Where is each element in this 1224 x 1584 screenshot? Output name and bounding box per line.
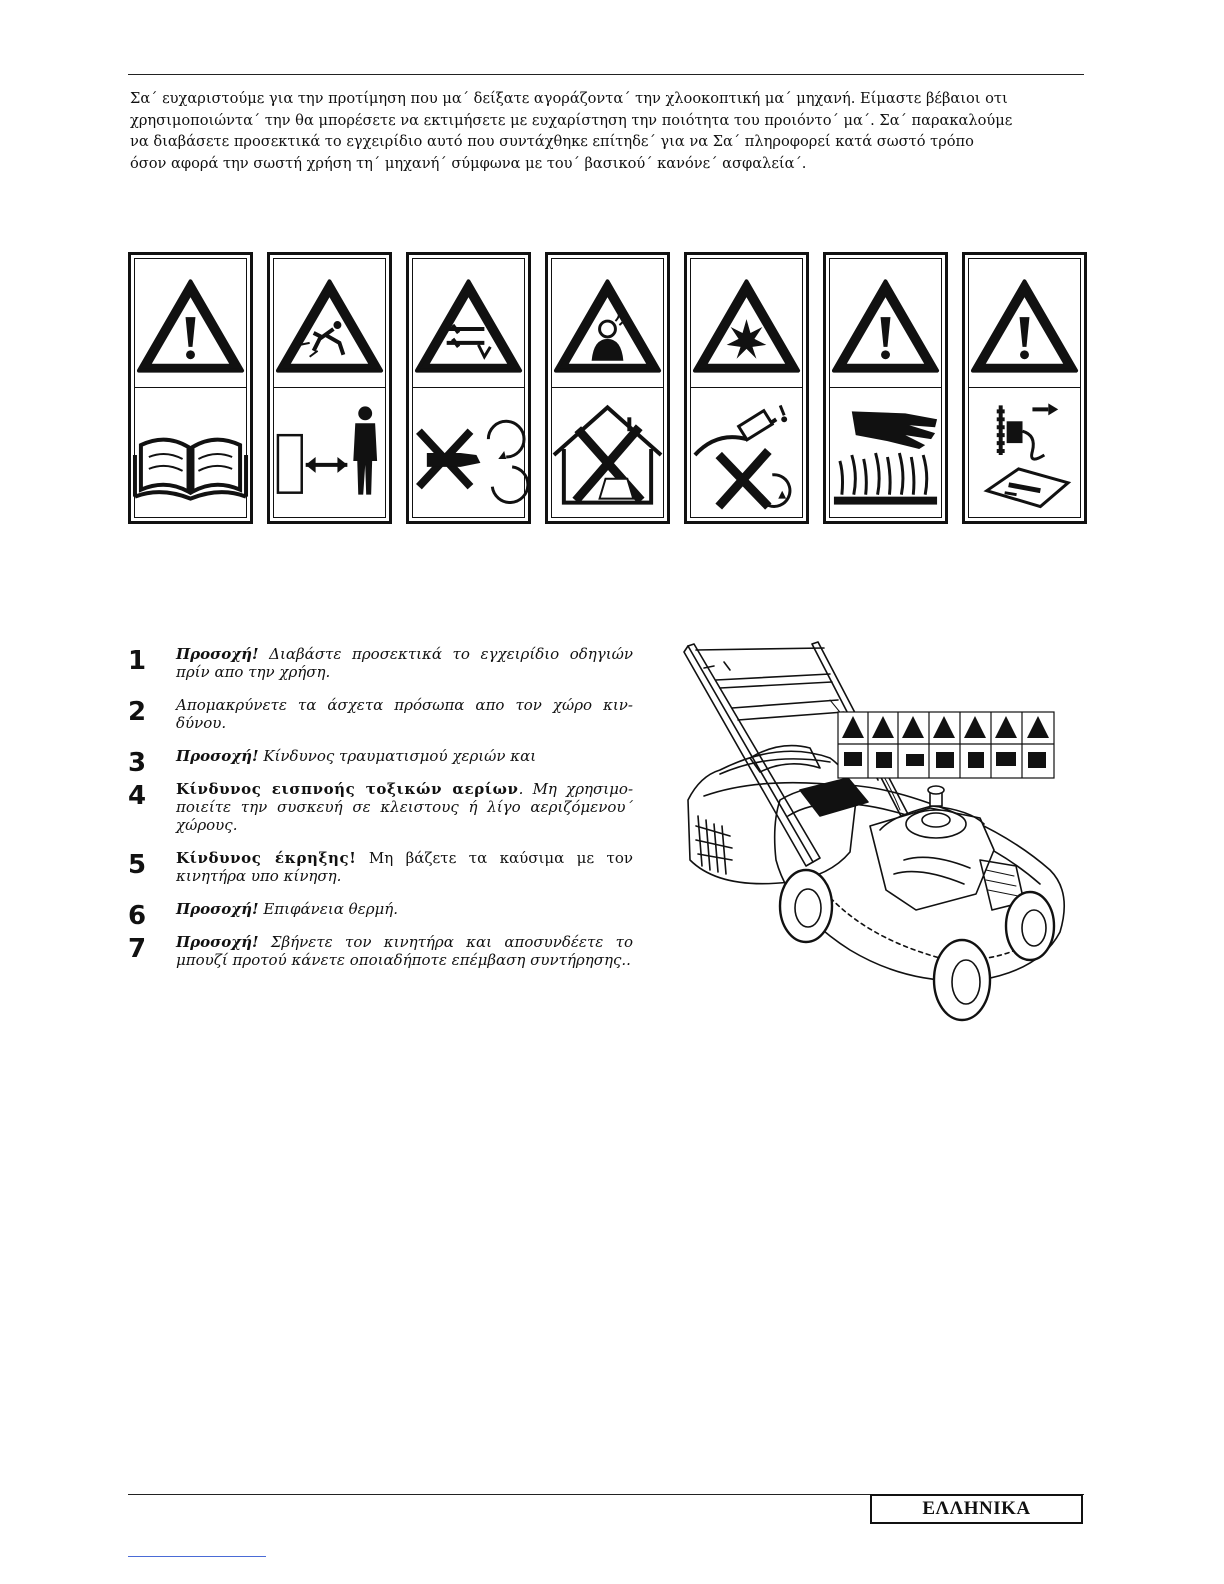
book-icon [131,395,250,515]
sign-divider [413,387,524,388]
spark-plug-icon [965,395,1084,515]
item-number: 2 [128,697,147,727]
sign-divider [135,387,246,388]
hand-blade-icon [409,395,528,515]
intro-paragraph [130,88,1085,174]
safety-signs-strip [128,252,1088,524]
item-text: Απομακρύνετε τα άσχετα πρόσωπα απο τον χώρο κιν-δύνου. [176,696,633,732]
sign-explosion [684,252,809,524]
item-text: Κίνδυνος τραυματισμού χεριών και [258,747,537,765]
item-number: 1 [128,646,147,676]
item-emphasis: Προσοχή! [176,645,259,663]
sign-read-manual [128,252,253,524]
sign-divider [830,387,941,388]
item-text: κινητήρα υπο κίνηση. [176,867,342,885]
blade-triangle-icon [409,273,528,383]
list-item [128,696,633,732]
item-number: 4 [128,781,147,811]
item-number: 6 [128,901,147,931]
item-number: 5 [128,850,147,880]
fuel-cross-icon [687,395,806,515]
sign-disconnect-spark-plug [962,252,1087,524]
item-text-upright: Μη βάζετε τα καύσιμα με τον [356,849,633,867]
list-item [128,933,633,969]
list-item [128,849,633,885]
item-emphasis: Προσοχή! [176,747,259,765]
item-emphasis: Κίνδυνος εισπνοής τοξικών αερίων [176,780,519,798]
list-item [128,645,633,681]
item-emphasis: Προσοχή! [176,933,259,951]
language-label: ΕΛΛΗΝΙΚΑ [870,1494,1083,1524]
sign-hand-injury [406,252,531,524]
warning-triangle-icon [131,273,250,383]
sign-hot-surface [823,252,948,524]
list-item [128,900,633,931]
sign-divider [274,387,385,388]
item-number: 3 [128,748,147,778]
item-emphasis: Κίνδυνος έκρηξης! [176,849,357,867]
sign-divider [552,387,663,388]
list-item [128,747,633,778]
house-cross-icon [548,395,667,515]
list-item [128,780,633,834]
person-distance-icon [270,395,389,515]
warning-triangle-icon [826,273,945,383]
intro-line: όσον αφορά την σωστή χρήση τη΄ μηχανή΄ σύμφωνα με του΄ βασικού΄ κανόνε΄ ασφαλεία΄. [130,154,807,172]
explosion-triangle-icon [687,273,806,383]
item-text: Σβήνετε τον κινητήρα και αποσυνδέετε το μπουζί προτού κάνετε οποιαδήποτε επέμβαση συντήρησης.. [176,933,633,969]
item-number: 7 [128,934,147,964]
thrown-objects-triangle-icon [270,273,389,383]
item-text: Επιφάνεια θερμή. [258,900,399,918]
safety-instructions-list [128,645,633,984]
lawn-mower-illustration [680,640,1090,1032]
item-text: . Μη χρησιμο-ποιείτε την συσκευή σε κλειστους ή λίγο αεριζόμενου΄ χώρους. [176,780,634,834]
mower-sign-strip [838,712,1054,778]
intro-line: Σα΄ ευχαριστούμε για την προτίμηση που μα΄ δείξατε αγοράζοντα΄ την χλοοκοπτική μα΄ μηχανή. Είμαστε βέβαιοι οτι [130,90,1008,107]
sign-toxic-gases [545,252,670,524]
intro-line: να διαβάσετε προσεκτικά το εγχειρίδιο αυτό που συντάχθηκε επίτηδε΄ για να Σα΄ πληροφορεί κατά σωστό τρόπο [130,133,974,150]
sign-keep-distance [267,252,392,524]
item-text: Διαβάστε προσεκτικά το εγχειρίδιο οδηγιών πρίν απο την χρήση. [176,645,633,681]
footnote-link-rule [128,1556,266,1557]
toxic-gas-triangle-icon [548,273,667,383]
warning-triangle-icon [965,273,1084,383]
sign-divider [969,387,1080,388]
intro-line: χρησιμοποιώντα΄ την θα μπορέσετε να εκτιμήσετε με ευχαρίστηση την ποιότητα του προιόντο΄ μα΄. Σα΄ παρακαλούμε [130,111,1013,129]
top-rule [128,74,1084,75]
item-emphasis: Προσοχή! [176,900,259,918]
hot-surface-hand-icon [826,395,945,515]
sign-divider [691,387,802,388]
